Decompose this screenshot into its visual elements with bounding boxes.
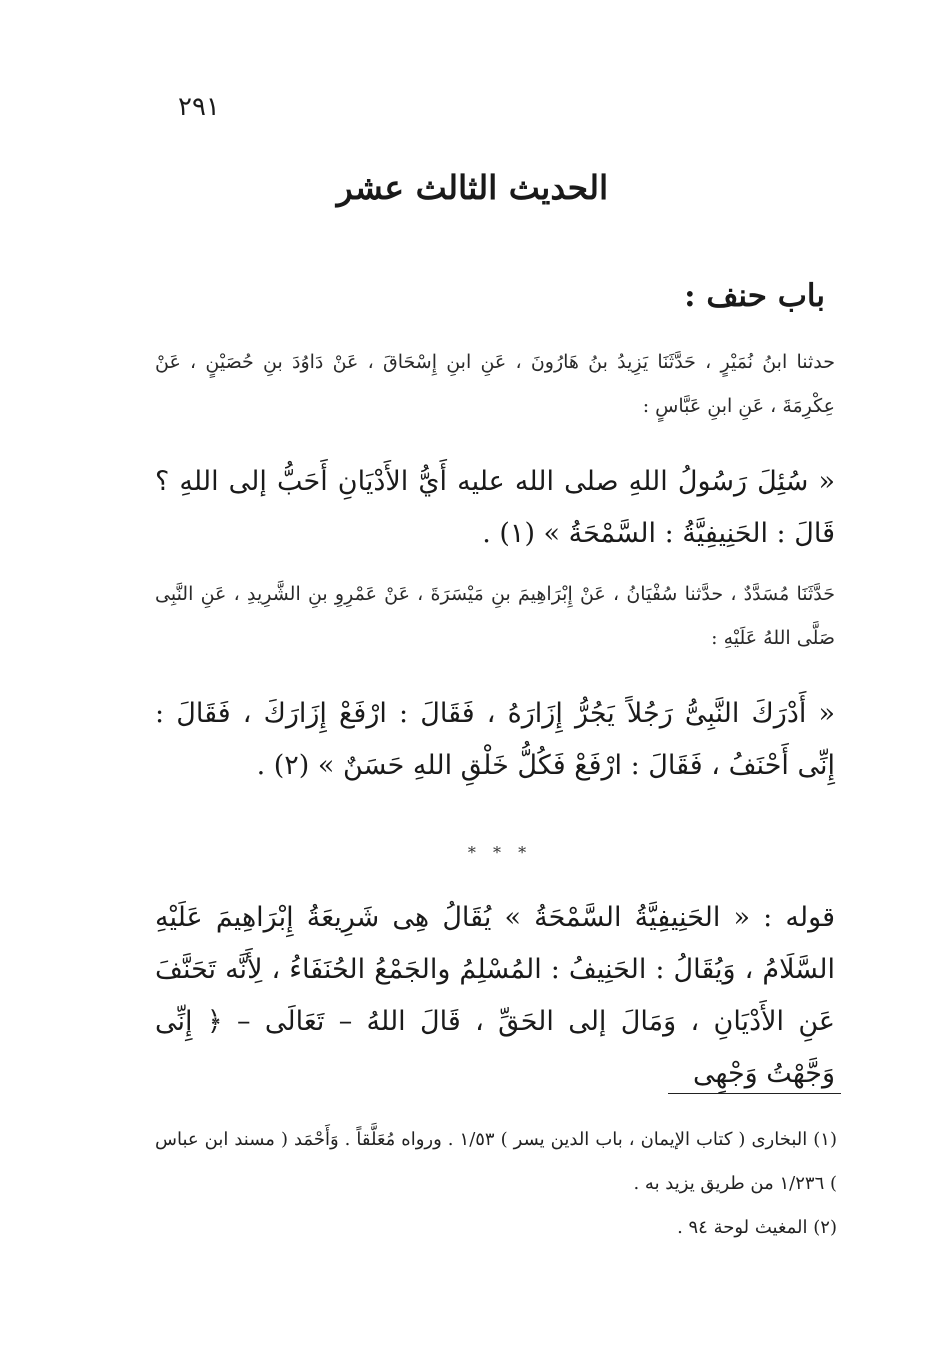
footnotes — [155, 1118, 837, 1250]
chapter-title: الحديث الثالث عشر — [336, 168, 609, 207]
section-heading: باب حنف : — [684, 278, 825, 314]
hadith-2-isnad: حَدَّثَنَا مُسَدَّدٌ ، حدَّثنا سُفْيَانُ ، عَنْ إِبْرَاهِيمَ بنِ مَيْسَرَةَ ، عَنْ عَمْرِوِ بنِ الشَّرِيدِ ، عَنِ النَّبِى صَلَّى اللهُ عَلَيْهِ : — [155, 583, 835, 649]
hadith-1-isnad: حدثنا ابنُ نُمَيْرٍ ، حَدَّثَنَا يَزِيدُ بنُ هَارُونَ ، عَنِ ابنِ إِسْحَاقَ ، عَنْ دَاوُدَ بنِ حُصَيْنٍ ، عَنْ عِكْرِمَةَ ، عَنِ ابنِ عَبَّاسٍ : — [155, 351, 835, 417]
footnote-2: (٢) المغيث لوحة ٩٤ . — [677, 1217, 837, 1238]
section-separator: * * * — [467, 843, 533, 862]
footnote-1: (١) البخارى ( كتاب الإيمان ، باب الدين يسر ) ١/٥٣ . ورواه مُعَلَّقاً . وَأَحْمَد ( مسند ابن عباس ) ١/٢٣٦ من طريق يزيد به . — [155, 1129, 837, 1194]
footnote-divider — [668, 1093, 841, 1094]
hadith-1-matn: « سُئِلَ رَسُولُ اللهِ صلى الله عليه أَيُّ الأَدْيَانِ أَحَبُّ إلى اللهِ ؟ قَالَ : الحَنِيفِيَّةُ : السَّمْحَةُ » (١) . — [155, 466, 835, 549]
page-number: ٢٩١ — [178, 92, 220, 122]
commentary-paragraph: قوله : « الحَنِيفِيَّةُ السَّمْحَةُ » يُقَالُ هِى شَرِيعَةُ إِبْرَاهِيمَ عَلَيْهِ السَّلَامُ ، وَيُقَالُ : الحَنِيفُ : المُسْلِمُ والجَمْعُ الحُنَفَاءُ ، لِأَنَّه تَحَنَّفَ عَنِ الأَدْيَانِ ، وَمَالَ إلى الحَقِّ ، قَالَ اللهُ – تَعَالَى – ﴿ إِنِّى وَجَّهْتُ وَجْهِى — [155, 902, 835, 1089]
hadith-2-matn: « أَدْرَكَ النَّبِىُّ رَجُلاً يَجُرُّ إِزَارَهُ ، فَقَالَ : ارْفَعْ إِزَارَكَ ، فَقَالَ : إِنِّى أَحْنَفُ ، فَقَالَ : ارْفَعْ فَكُلُّ خَلْقِ اللهِ حَسَنٌ » (٢) . — [155, 698, 835, 781]
